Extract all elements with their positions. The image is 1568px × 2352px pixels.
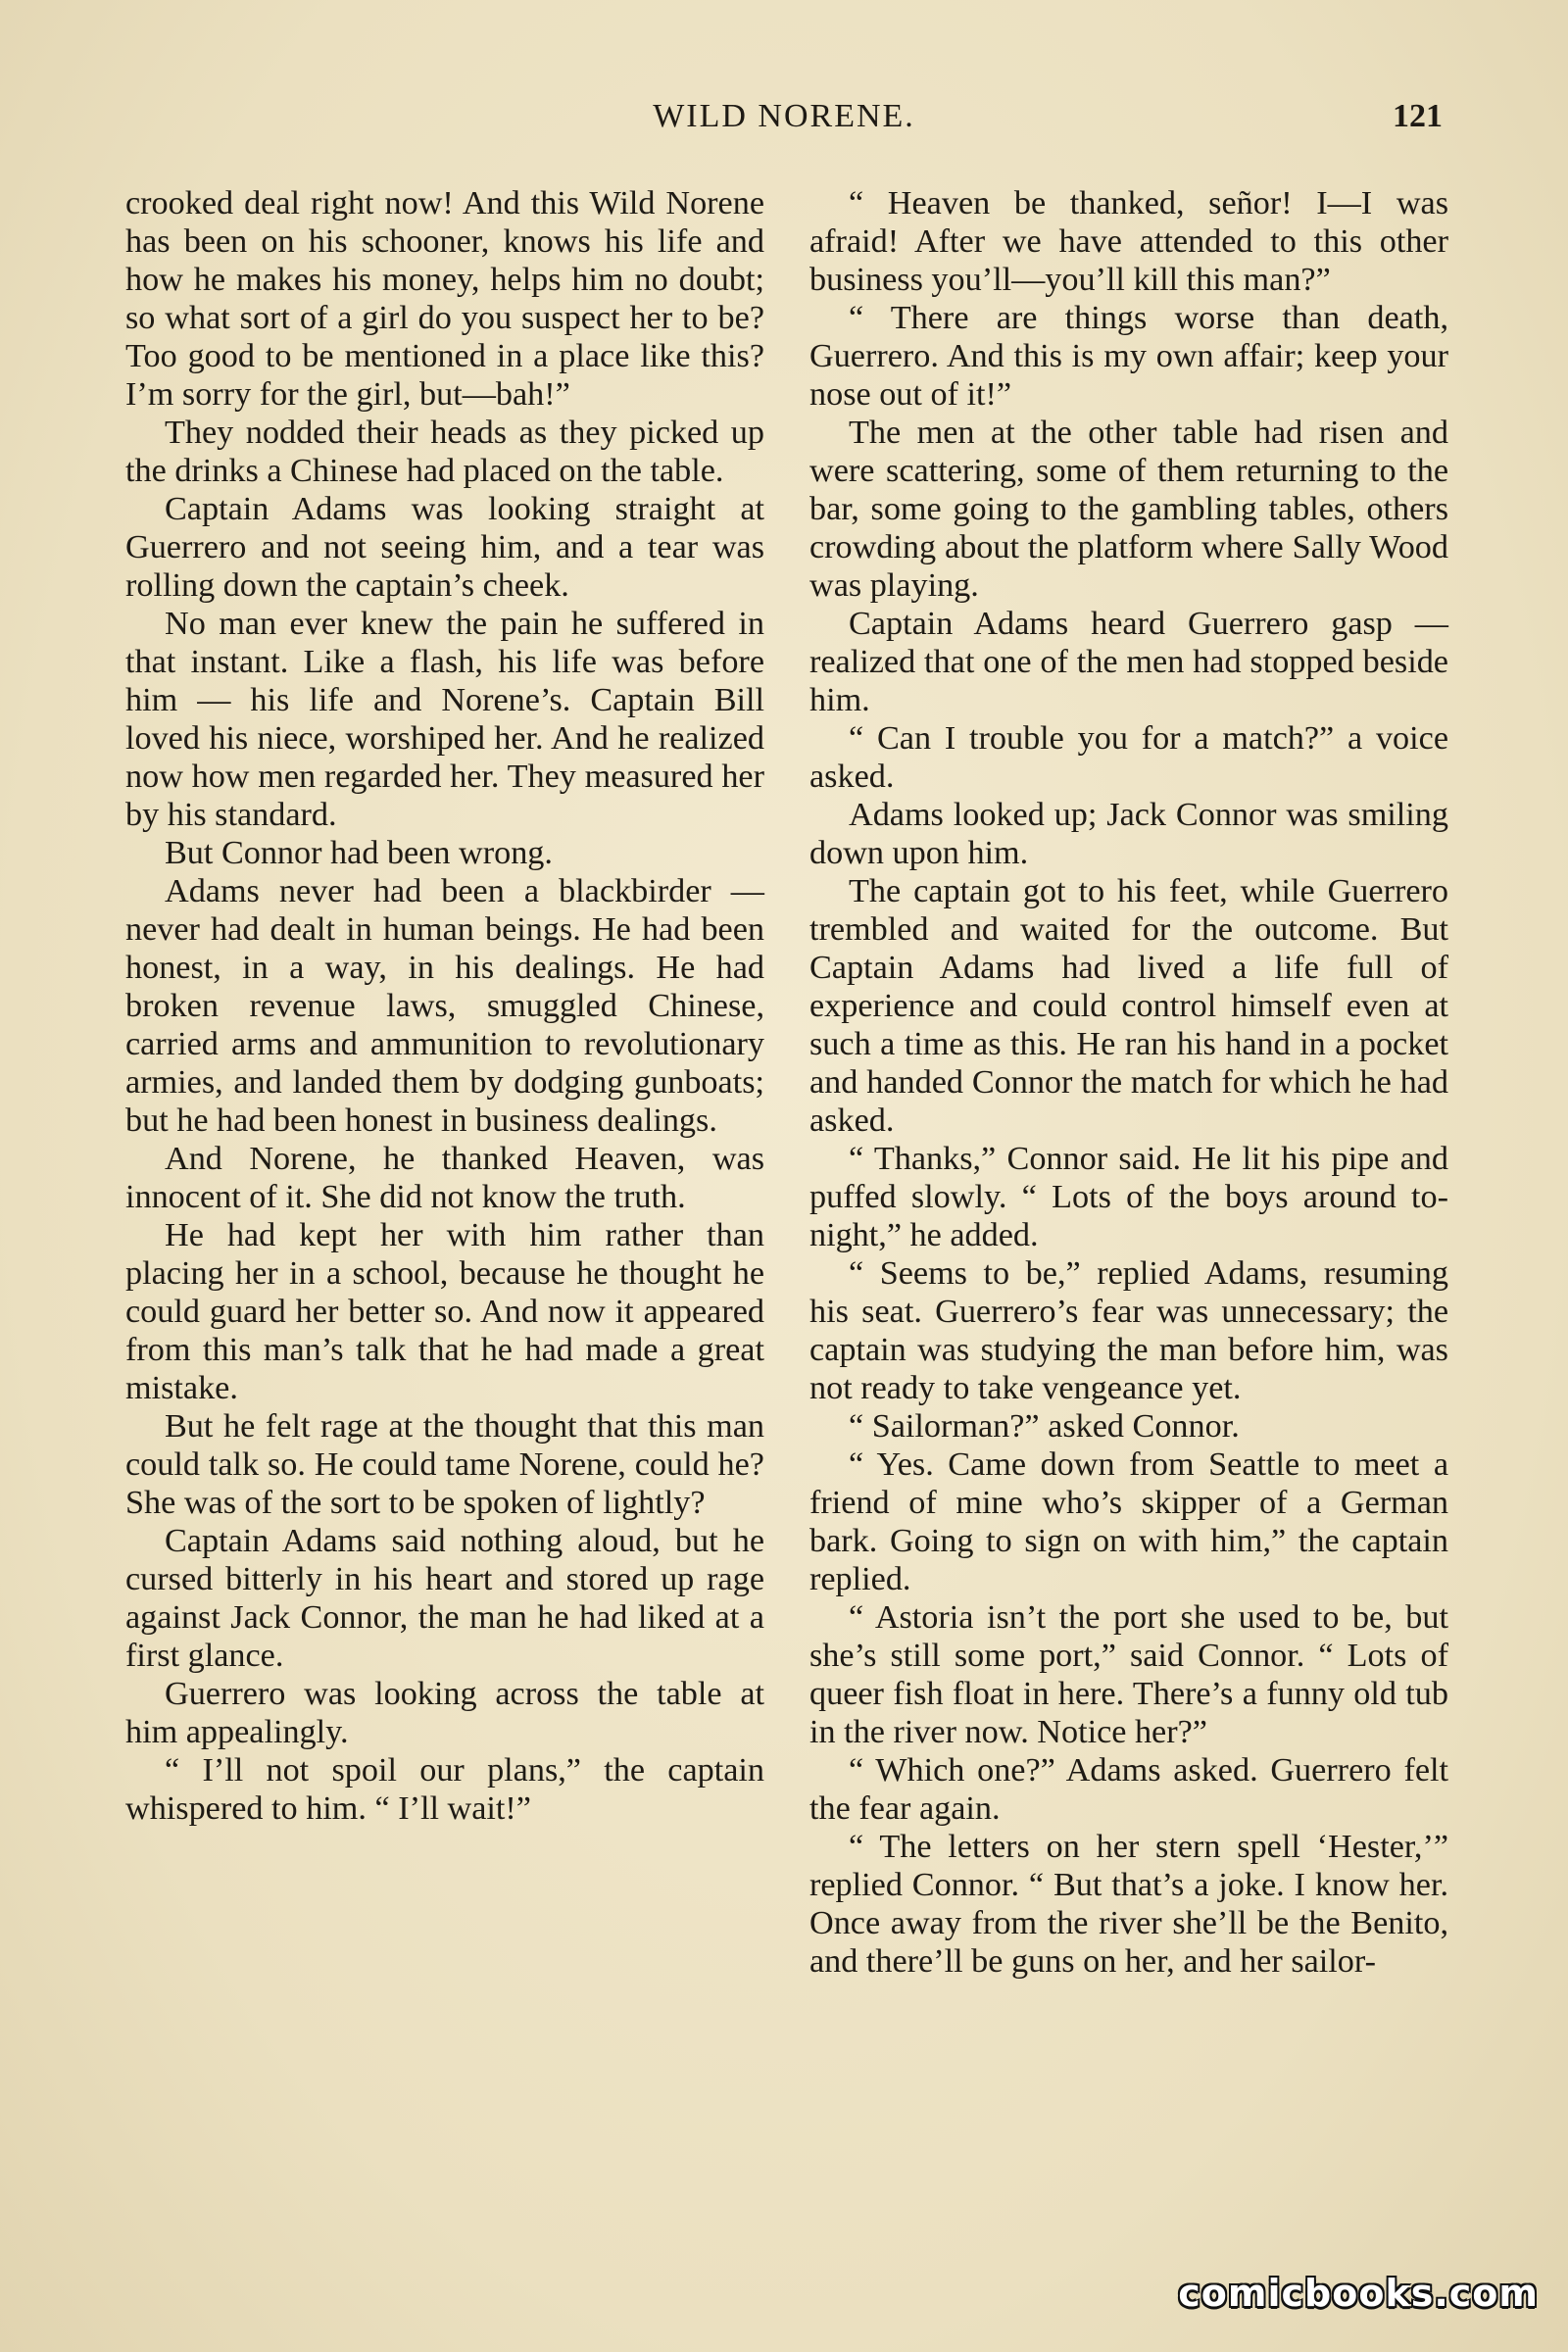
page-header (125, 98, 1443, 147)
paragraph: “ I’ll not spoil our plans,” the captain whispered to him. “ I’ll wait!” (125, 1752, 764, 1827)
paragraph: crooked deal right now! And this Wild Norene has been on his schooner, knows his life and how he makes his money, helps him no doubt; so what sort of a girl do you suspect her to be? Too good to be mentioned in a place like this? I’m sorry for the girl, but—bah!” (125, 185, 764, 413)
paragraph: No man ever knew the pain he suffered in that instant. Like a flash, his life was before him — his life and Norene’s. Captain Bill loved his niece, worshiped her. And he realized now how men regarded her. They measured her by his standard. (125, 606, 764, 833)
paragraph: “ Seems to be,” replied Adams, resuming his seat. Guerrero’s fear was unnecessary; the captain was studying the man before him, was not ready to take vengeance yet. (809, 1255, 1448, 1406)
left-column (125, 184, 764, 1828)
paragraph: “ Yes. Came down from Seattle to meet a friend of mine who’s skipper of a German bark. Going to sign on with him,” the captain replied. (809, 1446, 1448, 1597)
paragraph: Guerrero was looking across the table at him appealingly. (125, 1676, 764, 1750)
paragraph: “ Can I trouble you for a match?” a voice asked. (809, 720, 1448, 795)
site-watermark: comicbooks.com (1178, 2272, 1539, 2315)
paragraph: Adams never had been a blackbirder —never had dealt in human beings. He had been honest, in a way, in his dealings. He had broken revenue laws, smuggled Chinese, carried arms and ammunition to revolutionary armies, and landed them by dodging gunboats; but he had been honest in business dealings. (125, 873, 764, 1139)
paragraph: The men at the other table had risen and were scattering, some of them returning to the bar, some going to the gambling tables, others crowding about the platform where Sally Wood was playing. (809, 415, 1448, 604)
paragraph: They nodded their heads as they picked up the drinks a Chinese had placed on the table. (125, 415, 764, 489)
paragraph: “ Heaven be thanked, señor! I—I was afraid! After we have attended to this other business you’ll—you’ll kill this man?” (809, 185, 1448, 298)
paragraph: Captain Adams heard Guerrero gasp —realized that one of the men had stopped beside him. (809, 606, 1448, 718)
paragraph: But he felt rage at the thought that this man could talk so. He could tame Norene, could he? She was of the sort to be spoken of lightly? (125, 1408, 764, 1521)
paragraph: He had kept her with him rather than placing her in a school, because he thought he could guard her better so. And now it appeared from this man’s talk that he had made a great mistake. (125, 1217, 764, 1406)
paragraph: “ Thanks,” Connor said. He lit his pipe and puffed slowly. “ Lots of the boys around to-night,” he added. (809, 1141, 1448, 1253)
paragraph: Captain Adams said nothing aloud, but he cursed bitterly in his heart and stored up rage against Jack Connor, the man he had liked at a first glance. (125, 1523, 764, 1674)
paragraph: “ Astoria isn’t the port she used to be, but she’s still some port,” said Connor. “ Lots of queer fish float in here. There’s a funny old tub in the river now. Notice her?” (809, 1599, 1448, 1750)
paragraph: Adams looked up; Jack Connor was smiling down upon him. (809, 797, 1448, 871)
paragraph: And Norene, he thanked Heaven, was innocent of it. She did not know the truth. (125, 1141, 764, 1215)
paragraph: The captain got to his feet, while Guerrero trembled and waited for the outcome. But Captain Adams had lived a life full of experience and could control himself even at such a time as this. He ran his hand in a pocket and handed Connor the match for which he had asked. (809, 873, 1448, 1139)
right-column (809, 184, 1448, 1981)
paragraph: Captain Adams was looking straight at Guerrero and not seeing him, and a tear was rolling down the captain’s cheek. (125, 491, 764, 604)
paragraph: “ There are things worse than death, Guerrero. And this is my own affair; keep your nose out of it!” (809, 300, 1448, 413)
page-number: 121 (1393, 98, 1443, 134)
paragraph: “ Which one?” Adams asked. Guerrero felt the fear again. (809, 1752, 1448, 1827)
paragraph: But Connor had been wrong. (165, 835, 553, 871)
running-title: WILD NORENE. (653, 98, 915, 134)
paragraph: “ The letters on her stern spell ‘Hester,’” replied Connor. “ But that’s a joke. I know her. Once away from the river she’ll be the Benito, and there’ll be guns on her, and her sailor- (809, 1829, 1448, 1980)
paragraph: “ Sailorman?” asked Connor. (849, 1408, 1240, 1445)
